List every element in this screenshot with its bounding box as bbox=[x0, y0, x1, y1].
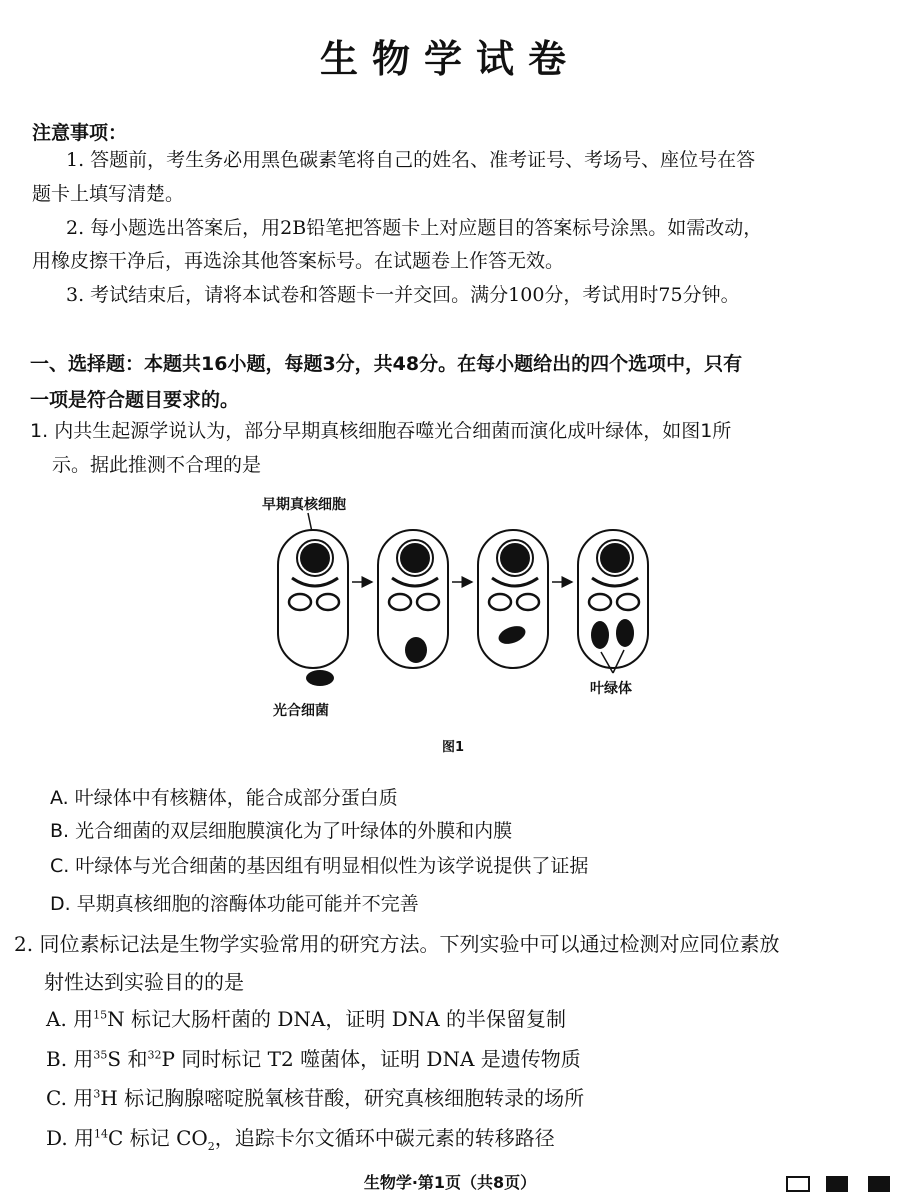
question-1-line-1: 内共生起源学说认为，部分早期真核细胞吞噬光合细菌而演化成叶绿体，如图1所 bbox=[54, 420, 732, 442]
label-chloroplast: 叶绿体 bbox=[590, 681, 632, 697]
note-1-line-1: 1. 答题前，考生务必用黑色碳素笔将自己的姓名、准考证号、考场号、座位号在答 bbox=[66, 149, 756, 171]
marker-square-filled-2 bbox=[868, 1176, 890, 1192]
note-2-line-1: 2. 每小题选出答案后，用2B铅笔把答题卡上对应题目的答案标号涂黑。如需改动， bbox=[66, 217, 763, 239]
q2-option-a: A. 用$^{15}$N 标记大肠杆菌的 DNA，证明 DNA 的半保留复制 bbox=[46, 1007, 567, 1031]
page-footer: 生物学·第1页（共8页） bbox=[363, 1173, 537, 1192]
note-1-line-2: 题卡上填写清楚。 bbox=[32, 183, 185, 205]
cell-stage-3 bbox=[478, 530, 548, 668]
question-2-line-2: 射性达到实验目的的是 bbox=[44, 970, 244, 994]
section-one-line-2: 一项是符合题目要求的。 bbox=[30, 389, 240, 411]
notes-heading: 注意事项： bbox=[32, 122, 128, 144]
label-early-eukaryote: 早期真核细胞 bbox=[262, 497, 346, 513]
q2-option-b: B. 用$^{35}$S 和$^{32}$P 同时标记 T2 噬菌体，证明 DNA 是遗传物质 bbox=[46, 1047, 581, 1071]
q2-option-c: C. 用$^3$H 标记胸腺嘧啶脱氧核苷酸，研究真核细胞转录的场所 bbox=[46, 1086, 585, 1110]
cell-stage-4 bbox=[578, 530, 648, 668]
page-title: 生物学试卷 bbox=[319, 37, 580, 81]
note-2-line-2: 用橡皮擦干净后，再选涂其他答案标号。在试题卷上作答无效。 bbox=[32, 250, 565, 272]
marker-square-empty bbox=[786, 1176, 810, 1192]
q1-option-b: B. 光合细菌的双层细胞膜演化为了叶绿体的外膜和内膜 bbox=[50, 820, 513, 842]
q1-option-a: A. 叶绿体中有核糖体，能合成部分蛋白质 bbox=[50, 787, 398, 809]
question-2-line-1: 同位素标记法是生物学实验常用的研究方法。下列实验中可以通过检测对应同位素放 bbox=[39, 932, 780, 956]
q1-option-d: D. 早期真核细胞的溶酶体功能可能并不完善 bbox=[50, 893, 419, 915]
question-1-line-2: 示。据此推测不合理的是 bbox=[52, 454, 262, 476]
q1-option-c: C. 叶绿体与光合细菌的基因组有明显相似性为该学说提供了证据 bbox=[50, 855, 589, 877]
cell-stage-1 bbox=[278, 530, 348, 668]
marker-square-filled-1 bbox=[826, 1176, 848, 1192]
photosynthetic-bacterium bbox=[306, 670, 334, 686]
note-3: 3. 考试结束后，请将本试卷和答题卡一并交回。满分100分，考试用时75分钟。 bbox=[66, 284, 740, 306]
question-2 bbox=[14, 925, 886, 1001]
section-one-line-1: 一、选择题：本题共16小题，每题3分，共48分。在每小题给出的四个选项中，只有 bbox=[30, 353, 743, 375]
q2-option-d: D. 用$^{14}$C 标记 $CO_2$，追踪卡尔文循环中碳元素的转移路径 bbox=[46, 1126, 555, 1153]
question-1-number: 1. bbox=[30, 420, 49, 442]
figure-caption: 图1 bbox=[442, 740, 465, 755]
label-photosynthetic-bacteria: 光合细菌 bbox=[273, 703, 329, 719]
cell-stage-2 bbox=[378, 530, 448, 668]
question-2-number: 2. bbox=[14, 932, 34, 956]
